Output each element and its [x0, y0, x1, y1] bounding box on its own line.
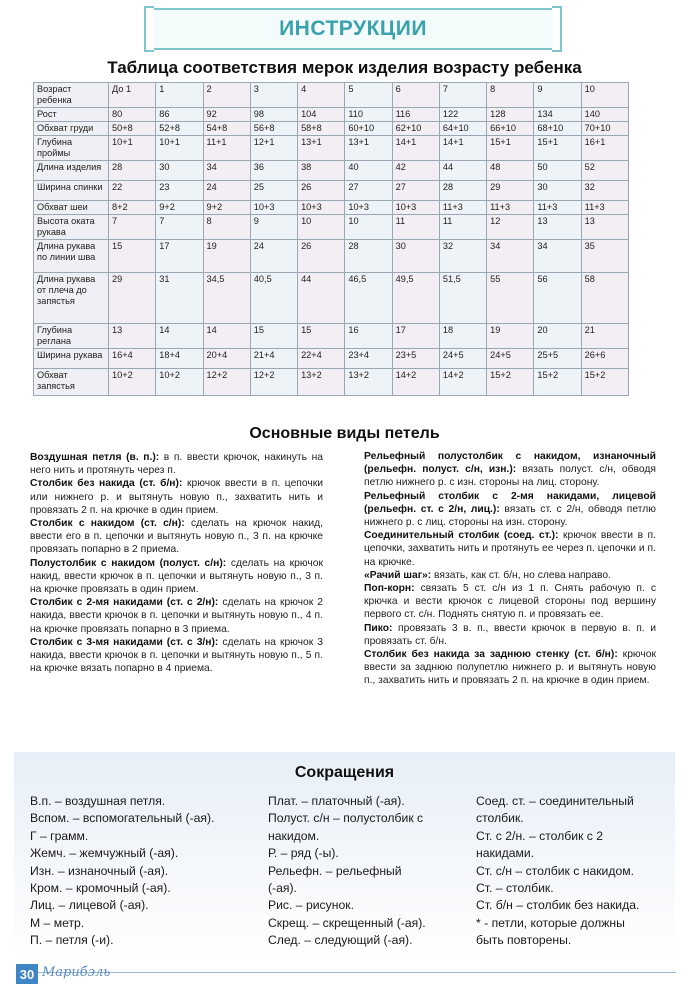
- table-cell: 98: [250, 108, 297, 122]
- stitch-description: провязать 3 в. п., ввести крючок в первую в. п. и провязать ст. б/н.: [364, 622, 656, 647]
- row-label: Ширина рукава: [34, 349, 109, 369]
- stitches-left-column: [30, 451, 323, 675]
- table-cell: 40: [345, 161, 392, 181]
- table-row: [34, 83, 629, 108]
- table-cell: 14+1: [439, 136, 486, 161]
- table-cell: 27: [392, 181, 439, 201]
- table-cell: 2: [203, 83, 250, 108]
- table-cell: 14+2: [392, 369, 439, 396]
- table-cell: 14: [203, 324, 250, 349]
- stitch-entry: [30, 596, 323, 636]
- stitch-entry: [364, 529, 656, 569]
- table-cell: 58+8: [298, 122, 345, 136]
- table-cell: 70+10: [581, 122, 628, 136]
- abbreviations-column-2: [268, 793, 468, 950]
- table-cell: 1: [156, 83, 203, 108]
- stitch-term: Столбик без накида (ст. б/н):: [30, 478, 183, 490]
- table-row: [34, 349, 629, 369]
- stitch-entry: [364, 622, 656, 648]
- table-cell: 34: [203, 161, 250, 181]
- table-cell: 122: [439, 108, 486, 122]
- stitch-description: сделать на крючок накид, ввести его в п. цепочки и вытянуть новую п., 3 п. на крючке провязать попарно в 2 приема.: [30, 518, 323, 556]
- table-row: [34, 122, 629, 136]
- table-cell: 17: [392, 324, 439, 349]
- table-cell: 28: [345, 240, 392, 273]
- table-cell: 55: [487, 273, 534, 324]
- table-cell: 11+3: [439, 201, 486, 215]
- abbreviation-line: быть повторены.: [476, 933, 572, 948]
- section-banner: [148, 8, 558, 50]
- row-label: Длина рукава от плеча до запястья: [34, 273, 109, 324]
- abbreviation-line: Лиц. – лицевой (-ая).: [30, 898, 149, 913]
- table-cell: 25: [250, 181, 297, 201]
- table-cell: 10+3: [250, 201, 297, 215]
- abbreviation-line: М – метр.: [30, 915, 85, 930]
- table-cell: 21: [581, 324, 628, 349]
- table-cell: 31: [156, 273, 203, 324]
- row-label: Обхват запястья: [34, 369, 109, 396]
- table-cell: 8+2: [109, 201, 156, 215]
- abbreviation-line: Ст. – столбик.: [476, 881, 554, 896]
- table-cell: 40,5: [250, 273, 297, 324]
- table-cell: 10+3: [298, 201, 345, 215]
- table-cell: 92: [203, 108, 250, 122]
- abbreviation-line: Ст. б/н – столбик без накида.: [476, 898, 640, 913]
- table-cell: 28: [439, 181, 486, 201]
- table-cell: 116: [392, 108, 439, 122]
- row-label: Длина рукава по линии шва: [34, 240, 109, 273]
- row-label: Глубина проймы: [34, 136, 109, 161]
- abbreviation-line: Вспом. – вспомогательный (-ая).: [30, 811, 215, 826]
- table-cell: 44: [439, 161, 486, 181]
- stitch-term: Столбик без накида за заднюю стенку (ст. б/н):: [364, 649, 618, 661]
- table-cell: 16+1: [581, 136, 628, 161]
- table-cell: 10+2: [156, 369, 203, 396]
- table-cell: 16+4: [109, 349, 156, 369]
- table-cell: 35: [581, 240, 628, 273]
- table-cell: 10+2: [109, 369, 156, 396]
- table-row: [34, 201, 629, 215]
- table-cell: 52+8: [156, 122, 203, 136]
- abbreviation-line: Изн. – изнаночный (-ая).: [30, 863, 169, 878]
- table-cell: 13: [109, 324, 156, 349]
- table-cell: 20: [534, 324, 581, 349]
- table-row: [34, 273, 629, 324]
- table-cell: 29: [487, 181, 534, 201]
- abbreviation-line: (-ая).: [268, 881, 297, 896]
- table-cell: 11+1: [203, 136, 250, 161]
- stitch-description: крючок ввести за заднюю полупетлю нижнего р. и вытянуть новую п., захватить нить и провязать 2 п. на крючке в один прием.: [364, 649, 657, 687]
- page-number: 30: [16, 964, 38, 984]
- table-cell: 29: [109, 273, 156, 324]
- table-cell: 24+5: [487, 349, 534, 369]
- table-cell: 13: [534, 215, 581, 240]
- table-cell: 11: [392, 215, 439, 240]
- footer-divider: [16, 972, 676, 973]
- table-cell: 22+4: [298, 349, 345, 369]
- table-row: [34, 369, 629, 396]
- table-cell: 46,5: [345, 273, 392, 324]
- table-cell: 11: [439, 215, 486, 240]
- table-cell: 10: [345, 215, 392, 240]
- table-cell: 128: [487, 108, 534, 122]
- abbreviation-line: Жемч. – жемчужный (-ая).: [30, 846, 179, 861]
- stitches-title: Основные виды петель: [249, 425, 440, 442]
- table-cell: 14+2: [439, 369, 486, 396]
- stitch-term: Столбик с 2-мя накидами (ст. с 2/н):: [30, 597, 219, 609]
- table-cell: 26: [298, 240, 345, 273]
- table-cell: 56+8: [250, 122, 297, 136]
- table-cell: 134: [534, 108, 581, 122]
- stitch-description: вязать ст. с 2/н, обводя петлю нижнего р. с лиц. стороны на изн. сторону.: [364, 503, 656, 529]
- table-cell: 6: [392, 83, 439, 108]
- table-cell: 12+1: [250, 136, 297, 161]
- table-cell: 49,5: [392, 273, 439, 324]
- row-label: Глубина реглана: [34, 324, 109, 349]
- abbreviations-column-1: [30, 793, 260, 950]
- abbreviation-line: Р. – ряд (-ы).: [268, 846, 339, 861]
- stitch-entry: [364, 490, 656, 530]
- size-table-title: Таблица соответствия мерок изделия возрасту ребенка: [107, 58, 582, 77]
- table-cell: 8: [203, 215, 250, 240]
- table-cell: 12+2: [250, 369, 297, 396]
- table-cell: 15: [298, 324, 345, 349]
- table-cell: 23: [156, 181, 203, 201]
- table-cell: 21+4: [250, 349, 297, 369]
- table-cell: 18: [439, 324, 486, 349]
- stitch-entry: [364, 569, 656, 582]
- table-cell: 34,5: [203, 273, 250, 324]
- abbreviation-line: Полуст. с/н – полустолбик с: [268, 811, 424, 826]
- table-cell: 10+3: [345, 201, 392, 215]
- table-cell: 24+5: [439, 349, 486, 369]
- stitch-description: вязать, как ст. б/н, но слева направо.: [431, 569, 611, 581]
- table-cell: 15+1: [534, 136, 581, 161]
- table-cell: 58: [581, 273, 628, 324]
- table-row: [34, 161, 629, 181]
- table-cell: 24: [203, 181, 250, 201]
- table-cell: 15+2: [581, 369, 628, 396]
- stitch-entry: [30, 517, 323, 557]
- row-label: Рост: [34, 108, 109, 122]
- table-cell: 15+2: [487, 369, 534, 396]
- stitch-description: крючок ввести в п. цепочки, захватить нить и протянуть ее через п. цепочки и п. на крючке.: [364, 530, 656, 568]
- stitch-term: Воздушная петля (в. п.):: [30, 452, 160, 463]
- table-row: [34, 136, 629, 161]
- stitches-right-column: [364, 450, 656, 688]
- table-row: [34, 181, 629, 201]
- table-cell: 19: [203, 240, 250, 273]
- table-cell: 13: [581, 215, 628, 240]
- table-cell: 86: [156, 108, 203, 122]
- row-label: Ширина спинки: [34, 181, 109, 201]
- size-table: [33, 82, 629, 396]
- table-cell: 10+1: [156, 136, 203, 161]
- table-cell: 30: [156, 161, 203, 181]
- table-cell: 9+2: [156, 201, 203, 215]
- table-cell: 3: [250, 83, 297, 108]
- stitch-description: связать 5 ст. с/н из 1 п. Снять рабочую п. с крючка и вести крючок с лицевой стороны под вершину первого ст. с/н. Поднять снятую п. и провязать ее.: [364, 583, 656, 621]
- stitch-description: сделать на крючок 3 накида, ввести крючок в п. цепочки и вытянуть новую п., 5 п. на крючке вязать попарно в 4 приема.: [30, 636, 323, 675]
- table-cell: 10: [298, 215, 345, 240]
- table-cell: 9+2: [203, 201, 250, 215]
- stitch-entry: [30, 477, 323, 517]
- stitch-term: Пико:: [364, 622, 393, 634]
- table-cell: 14+1: [392, 136, 439, 161]
- stitch-description: крючок ввести в п. цепочки или нижнего р. и вытянуть новую п., захватить нить и провязать 2 п. на крючке в один прием.: [30, 478, 323, 516]
- table-cell: 12+2: [203, 369, 250, 396]
- table-cell: 48: [487, 161, 534, 181]
- abbreviations-title: Сокращения: [294, 764, 395, 781]
- table-cell: 13+1: [345, 136, 392, 161]
- table-cell: 20+4: [203, 349, 250, 369]
- table-cell: 23+5: [392, 349, 439, 369]
- table-cell: 15+2: [534, 369, 581, 396]
- table-cell: 18+4: [156, 349, 203, 369]
- table-cell: 12: [487, 215, 534, 240]
- table-cell: 30: [534, 181, 581, 201]
- table-row: [34, 324, 629, 349]
- table-cell: 38: [298, 161, 345, 181]
- table-cell: 17: [156, 240, 203, 273]
- table-cell: 22: [109, 181, 156, 201]
- table-cell: 11+3: [534, 201, 581, 215]
- banner-title: ИНСТРУКЦИИ: [279, 17, 427, 40]
- abbreviation-line: накидом.: [268, 828, 320, 843]
- stitch-description: в п. ввести крючок, накинуть на него нить и протянуть через п.: [30, 452, 323, 477]
- table-cell: 66+10: [487, 122, 534, 136]
- table-cell: 51,5: [439, 273, 486, 324]
- stitch-term: Рельефный столбик с 2-мя накидами, лицевой (рельефн. ст. с 2/н, лиц.):: [364, 490, 656, 515]
- table-cell: 80: [109, 108, 156, 122]
- abbreviation-line: П. – петля (-и).: [30, 933, 114, 948]
- stitch-entry: [364, 450, 656, 490]
- table-cell: 8: [487, 83, 534, 108]
- table-cell: 50: [534, 161, 581, 181]
- row-label: Обхват груди: [34, 122, 109, 136]
- brand-logo: Марибэль: [42, 965, 111, 980]
- stitch-description: сделать на крючок накид, ввести крючок в п. цепочки и вытянуть новую п., 3 п. на крючке провязать в один прием.: [30, 557, 323, 596]
- table-cell: 10+1: [109, 136, 156, 161]
- table-cell: 24: [250, 240, 297, 273]
- abbreviation-line: Г – грамм.: [30, 828, 89, 843]
- row-label: Высота оката рукава: [34, 215, 109, 240]
- table-cell: 28: [109, 161, 156, 181]
- abbreviation-line: След. – следующий (-ая).: [268, 933, 413, 948]
- table-cell: 27: [345, 181, 392, 201]
- stitch-entry: [364, 582, 656, 622]
- table-cell: 10+3: [392, 201, 439, 215]
- stitch-term: Столбик с 3-мя накидами (ст. с 3/н):: [30, 636, 219, 648]
- table-row: [34, 108, 629, 122]
- table-cell: 60+10: [345, 122, 392, 136]
- stitch-description: вязать полуст. с/н, обводя петлю нижнего р. с изн. стороны на лиц. сторону.: [364, 464, 657, 489]
- table-cell: 11+3: [581, 201, 628, 215]
- abbreviation-line: накидами.: [476, 846, 535, 861]
- table-cell: 9: [534, 83, 581, 108]
- stitch-entry: [364, 648, 656, 688]
- table-cell: 13+2: [345, 369, 392, 396]
- table-cell: 56: [534, 273, 581, 324]
- abbreviation-line: Соед. ст. – соединительный: [476, 794, 634, 808]
- stitch-term: Столбик с накидом (ст. с/н):: [30, 518, 185, 530]
- table-cell: 36: [250, 161, 297, 181]
- table-cell: 54+8: [203, 122, 250, 136]
- table-cell: 32: [581, 181, 628, 201]
- stitch-entry: [30, 636, 323, 676]
- abbreviation-line: * - петли, которые должны: [476, 915, 625, 930]
- table-cell: 15: [109, 240, 156, 273]
- abbreviation-line: Рельефн. – рельефный: [268, 863, 402, 878]
- abbreviation-line: Кром. – кромочный (-ая).: [30, 881, 171, 896]
- table-cell: 10: [581, 83, 628, 108]
- table-cell: 19: [487, 324, 534, 349]
- abbreviation-line: Рис. – рисунок.: [268, 898, 354, 913]
- stitch-term: Соединительный столбик (соед. ст.):: [364, 530, 559, 542]
- table-cell: До 1: [109, 83, 156, 108]
- table-row: [34, 215, 629, 240]
- stitch-term: Рельефный полустолбик с накидом, изнаночный (рельефн. полуст. с/н, изн.):: [364, 451, 656, 476]
- abbreviation-line: Ст. с 2/н. – столбик с 2: [476, 828, 604, 843]
- abbreviation-line: столбик.: [476, 811, 524, 826]
- table-cell: 13+2: [298, 369, 345, 396]
- table-cell: 15+1: [487, 136, 534, 161]
- table-cell: 30: [392, 240, 439, 273]
- stitch-term: Полустолбик с накидом (полуст. с/н):: [30, 557, 227, 569]
- table-cell: 7: [156, 215, 203, 240]
- table-cell: 25+5: [534, 349, 581, 369]
- row-label: Длина изделия: [34, 161, 109, 181]
- row-label: Обхват шеи: [34, 201, 109, 215]
- table-cell: 110: [345, 108, 392, 122]
- abbreviation-line: В.п. – воздушная петля.: [30, 794, 166, 808]
- table-cell: 64+10: [439, 122, 486, 136]
- table-cell: 42: [392, 161, 439, 181]
- table-cell: 26: [298, 181, 345, 201]
- stitch-term: Поп-корн:: [364, 583, 415, 595]
- table-cell: 23+4: [345, 349, 392, 369]
- stitch-entry: [30, 451, 323, 477]
- abbreviation-line: Плат. – платочный (-ая).: [268, 794, 405, 808]
- row-label: Возраст ребенка: [34, 83, 109, 108]
- table-cell: 68+10: [534, 122, 581, 136]
- abbreviation-line: Скрещ. – скрещенный (-ая).: [268, 915, 426, 930]
- table-cell: 52: [581, 161, 628, 181]
- stitch-entry: [30, 557, 323, 597]
- table-cell: 14: [156, 324, 203, 349]
- table-cell: 13+1: [298, 136, 345, 161]
- table-cell: 62+10: [392, 122, 439, 136]
- table-cell: 7: [439, 83, 486, 108]
- table-cell: 50+8: [109, 122, 156, 136]
- table-cell: 4: [298, 83, 345, 108]
- table-cell: 44: [298, 273, 345, 324]
- table-cell: 104: [298, 108, 345, 122]
- table-row: [34, 240, 629, 273]
- table-cell: 15: [250, 324, 297, 349]
- table-cell: 34: [534, 240, 581, 273]
- table-cell: 140: [581, 108, 628, 122]
- abbreviation-line: Ст. с/н – столбик с накидом.: [476, 863, 635, 878]
- table-cell: 9: [250, 215, 297, 240]
- table-cell: 26+6: [581, 349, 628, 369]
- table-cell: 34: [487, 240, 534, 273]
- table-cell: 7: [109, 215, 156, 240]
- table-cell: 16: [345, 324, 392, 349]
- table-cell: 5: [345, 83, 392, 108]
- stitch-description: сделать на крючок 2 накида, ввести крючок в п. цепочки и вытянуть новую п., 4 п. на крючке провязать попарно в 3 приема.: [30, 597, 323, 635]
- abbreviations-column-3: [476, 793, 676, 950]
- table-cell: 11+3: [487, 201, 534, 215]
- table-cell: 32: [439, 240, 486, 273]
- stitch-term: «Рачий шаг»:: [364, 569, 432, 581]
